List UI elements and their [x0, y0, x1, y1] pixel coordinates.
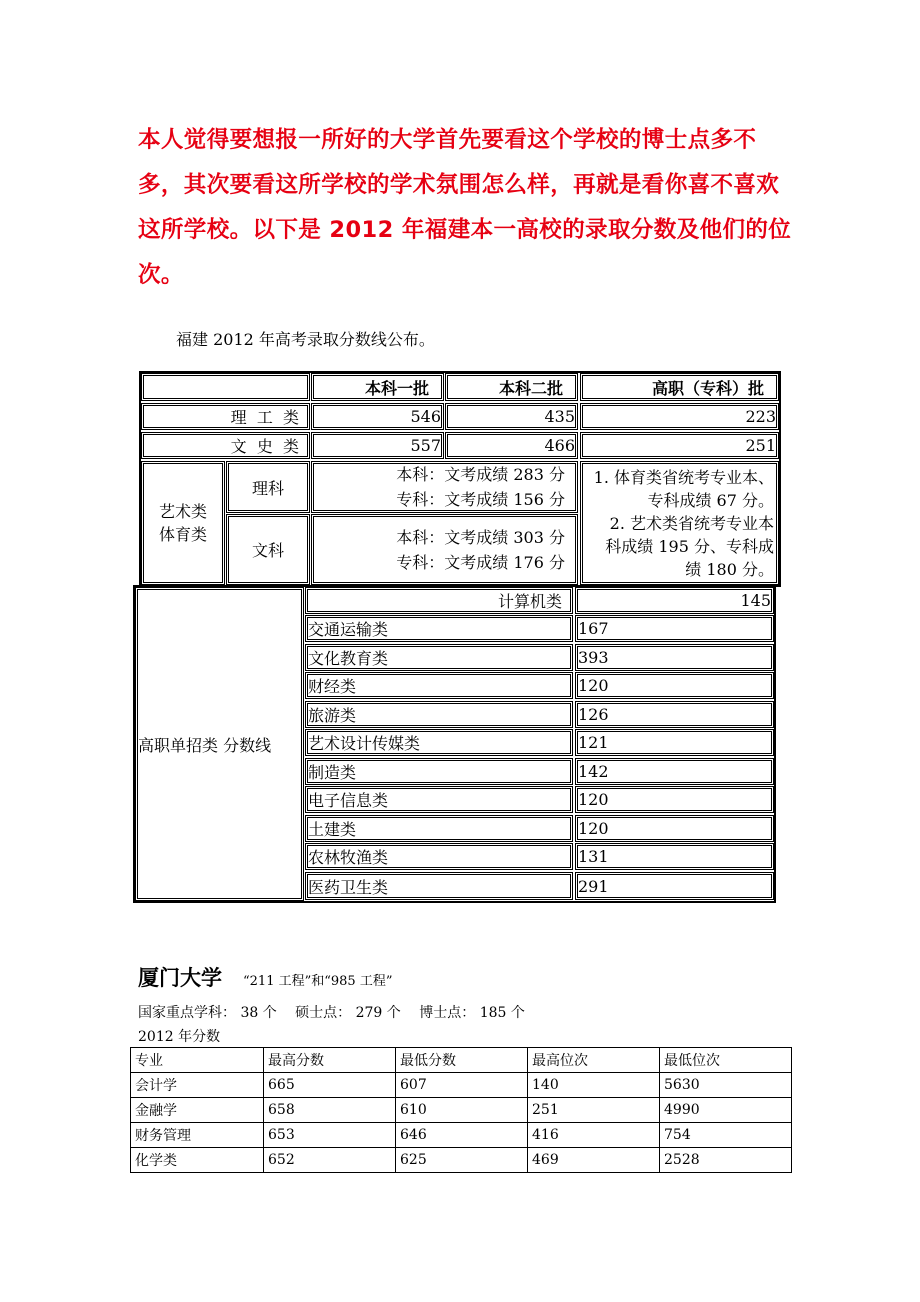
table-row	[131, 1073, 792, 1098]
vocational-item-score: 167	[575, 615, 774, 642]
vocational-item-name: 文化教育类	[305, 644, 573, 671]
row-label-liberal: 文 史 类	[141, 432, 310, 459]
liberal-batch1-score: 557	[311, 432, 444, 459]
table-cell: 469	[528, 1148, 660, 1173]
intro-paragraph: 本人觉得要想报一所好的大学首先要看这个学校的博士点多不多，其次要看这所学校的学术氛围怎么样，再就是看你喜不喜欢这所学校。以下是 2012 年福建本一高校的录取分数及他们的位次。	[138, 127, 792, 288]
column-header: 专业	[131, 1048, 264, 1073]
vocational-item-score: 393	[575, 644, 774, 671]
vocational-item-score: 291	[575, 872, 774, 900]
university-name: 厦门大学	[138, 966, 222, 990]
art-liberal-scores	[311, 514, 578, 585]
row-label-science: 理 工 类	[141, 403, 310, 430]
header-vocational-batch: 高职（专科）批	[580, 373, 779, 401]
table-cell: 625	[396, 1148, 528, 1173]
table-row	[131, 1098, 792, 1123]
science-vocational-score: 223	[580, 403, 779, 430]
university-stats	[138, 1002, 539, 1022]
liberal-batch2-score: 466	[445, 432, 578, 459]
table-row	[131, 1123, 792, 1148]
vocational-item-name: 计算机类	[305, 587, 573, 614]
vocational-item-score: 131	[575, 843, 774, 870]
table-cell: 财务管理	[131, 1123, 264, 1148]
vocational-item-name: 农林牧渔类	[305, 843, 573, 870]
table-cell: 会计学	[131, 1073, 264, 1098]
note-line: 专科成绩 67 分。	[647, 490, 774, 510]
note-line: 科成绩 195 分、专科成	[605, 536, 774, 556]
table-cell: 754	[660, 1123, 792, 1148]
xmu-score-table	[130, 1047, 792, 1173]
vocational-item-score: 120	[575, 672, 774, 699]
vocational-item-score: 145	[575, 587, 774, 614]
vocational-item-score: 120	[575, 815, 774, 842]
vocational-label: 高职单招类 分数线	[135, 587, 304, 901]
column-header: 最低分数	[396, 1048, 528, 1073]
note-line: 绩 180 分。	[685, 559, 774, 579]
art-science-scores	[311, 461, 578, 513]
header-batch-2: 本科二批	[445, 373, 578, 401]
university-tags: “211 工程”和“985 工程”	[243, 974, 393, 989]
vocational-item-score: 126	[575, 701, 774, 728]
vocational-item-score: 121	[575, 729, 774, 756]
table-cell: 658	[264, 1098, 396, 1123]
table-cell: 653	[264, 1123, 396, 1148]
table-cell: 665	[264, 1073, 396, 1098]
vocational-item-name: 制造类	[305, 758, 573, 785]
vocational-item-score: 120	[575, 786, 774, 813]
art-liberal-undergrad: 本科：文考成绩 303 分	[396, 527, 565, 547]
table-header-row	[131, 1048, 792, 1073]
art-science-label: 理科	[226, 461, 310, 513]
vocational-item-name: 电子信息类	[305, 786, 573, 813]
column-header: 最低位次	[660, 1048, 792, 1073]
table-cell: 652	[264, 1148, 396, 1173]
vocational-item-name: 旅游类	[305, 701, 573, 728]
science-batch2-score: 435	[445, 403, 578, 430]
vocational-item-score: 142	[575, 758, 774, 785]
vocational-item-name: 艺术设计传媒类	[305, 729, 573, 756]
vocational-item-name: 医药卫生类	[305, 872, 573, 900]
table-cell: 金融学	[131, 1098, 264, 1123]
note-line: 1. 体育类省统考专业本、	[593, 467, 774, 487]
table-cell: 2528	[660, 1148, 792, 1173]
sports-label: 体育类	[158, 525, 207, 544]
art-sports-note	[580, 461, 779, 585]
table-cell: 607	[396, 1073, 528, 1098]
art-liberal-label: 文科	[226, 514, 310, 585]
table-row	[131, 1148, 792, 1173]
art-liberal-college: 专科：文考成绩 176 分	[396, 552, 565, 572]
column-header: 最高位次	[528, 1048, 660, 1073]
table-cell: 610	[396, 1098, 528, 1123]
column-header: 最高分数	[264, 1048, 396, 1073]
table-cell: 化学类	[131, 1148, 264, 1173]
science-batch1-score: 546	[311, 403, 444, 430]
master-programs: 硕士点： 279 个	[295, 1005, 401, 1021]
art-label: 艺术类	[158, 502, 207, 521]
announcement-title: 福建 2012 年高考录取分数线公布。	[176, 330, 435, 349]
art-science-undergrad: 本科：文考成绩 283 分	[396, 465, 565, 484]
vocational-item-name: 财经类	[305, 672, 573, 699]
header-empty-cell	[141, 373, 310, 401]
liberal-vocational-score: 251	[580, 432, 779, 459]
note-line: 2. 艺术类省统考专业本	[609, 513, 774, 533]
table-cell: 4990	[660, 1098, 792, 1123]
header-batch-1: 本科一批	[311, 373, 444, 401]
key-disciplines: 国家重点学科： 38 个	[138, 1005, 277, 1021]
art-sports-label	[141, 461, 225, 585]
table-cell: 5630	[660, 1073, 792, 1098]
table-cell: 416	[528, 1123, 660, 1148]
table-cell: 646	[396, 1123, 528, 1148]
vocational-item-name: 交通运输类	[305, 615, 573, 642]
table-cell: 140	[528, 1073, 660, 1098]
table-cell: 251	[528, 1098, 660, 1123]
doctoral-programs: 博士点： 185 个	[419, 1005, 525, 1021]
art-science-college: 专科：文考成绩 156 分	[396, 490, 565, 509]
year-label: 2012 年分数	[138, 1029, 221, 1045]
vocational-item-name: 土建类	[305, 815, 573, 842]
